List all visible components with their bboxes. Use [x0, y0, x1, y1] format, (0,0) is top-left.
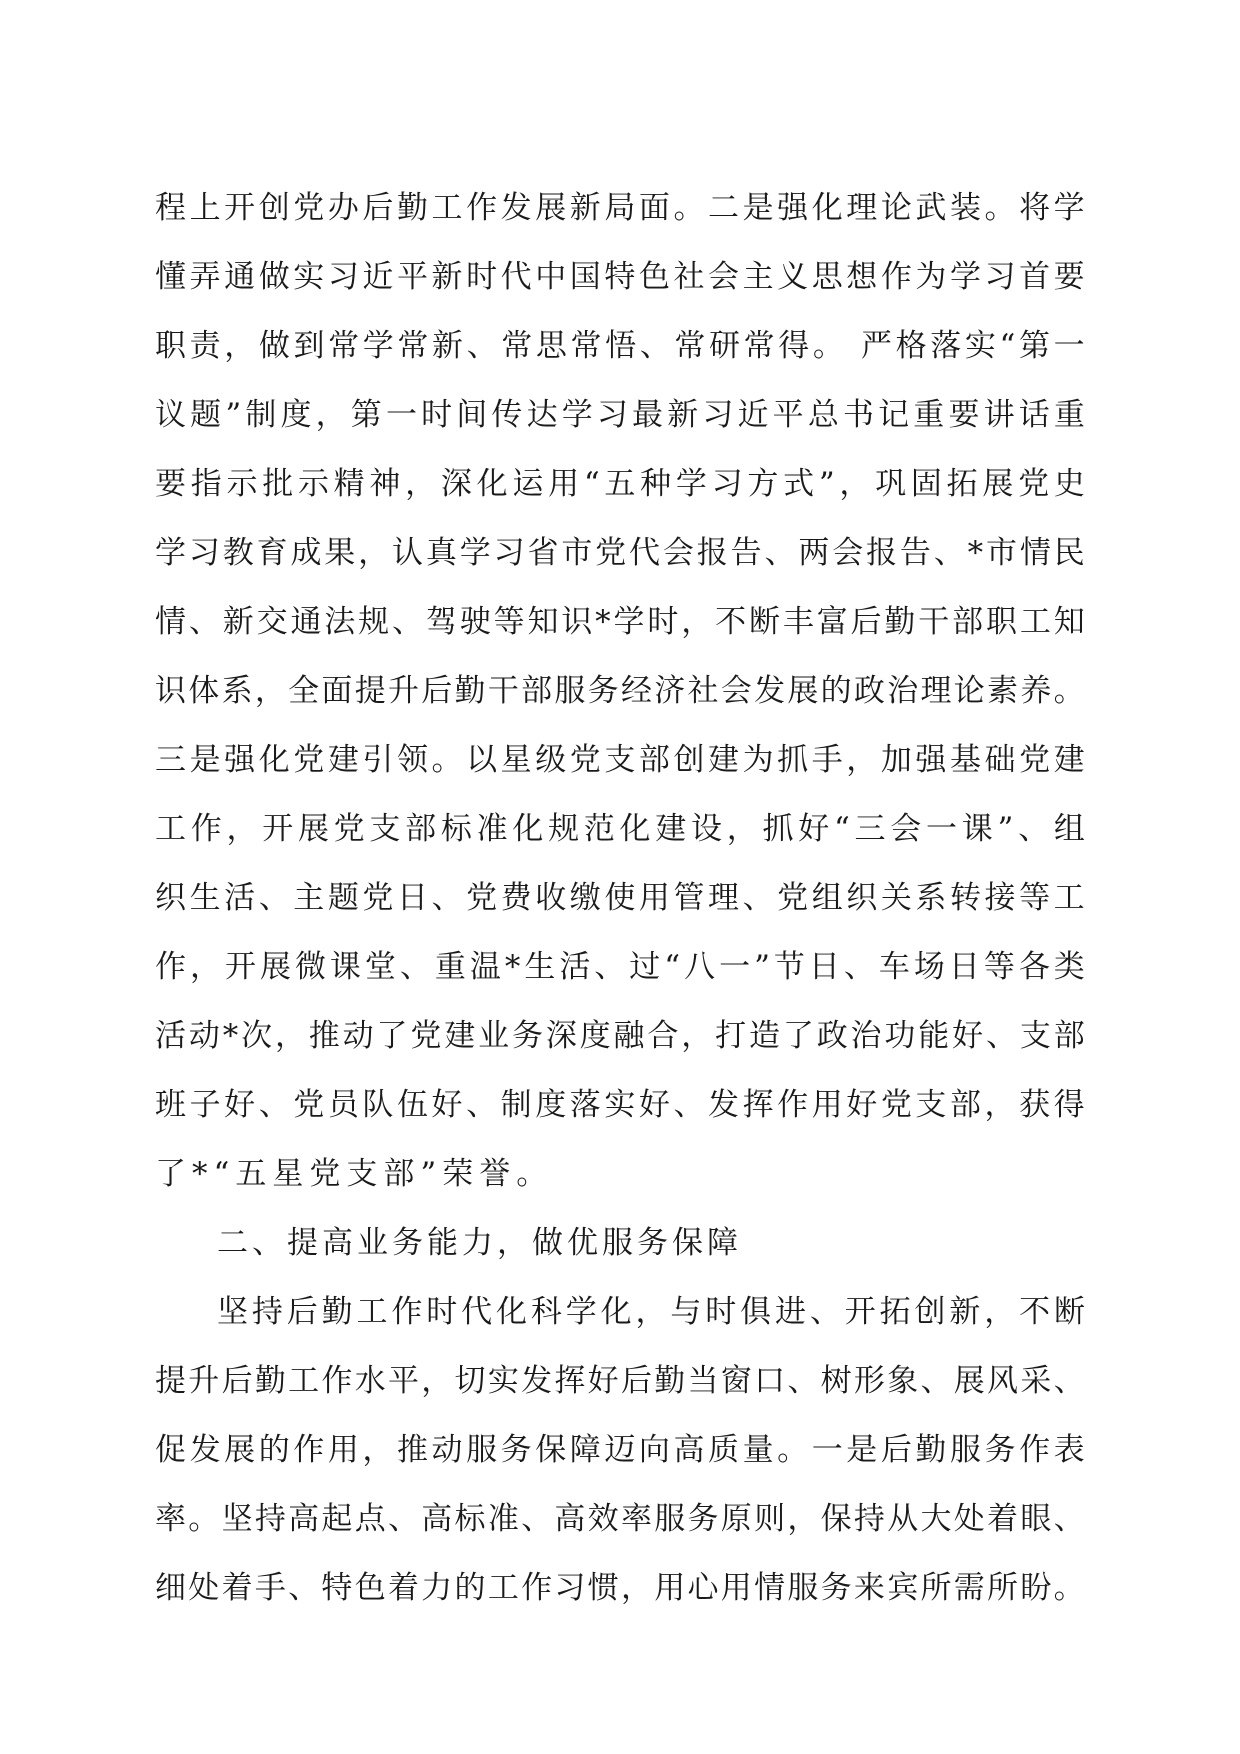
text-line: 织 生 活 、 主 题 党 日 、 党 费 收 缴 使 用 管 理 、 党 组 织 关 系 转 接 等 工 — [155, 880, 1085, 916]
text-line: 了*“五星党支部”荣誉。 — [155, 1156, 554, 1192]
text-line: 坚 持 后 勤 工 作 时 代 化 科 学 化 ， 与 时 俱 进 、 开 拓 创 新 ， 不 断 — [217, 1294, 1085, 1330]
text-line: 提 升 后 勤 工 作 水 平 ， 切 实 发 挥 好 后 勤 当 窗 口 、 树 形 象 、 展 风 采 、 — [155, 1363, 1085, 1399]
text-line: 工 作 ， 开 展 党 支 部 标 准 化 规 范 化 建 设 ， 抓 好 “ 三 会 一 课 ” 、 组 — [155, 811, 1085, 847]
text-line: 学 习 教 育 成 果 ， 认 真 学 习 省 市 党 代 会 报 告 、 两 会 报 告 、 * 市 情 民 — [155, 535, 1085, 571]
body-text — [155, 183, 1085, 1632]
text-line: 活 动 * 次 ， 推 动 了 党 建 业 务 深 度 融 合 ， 打 造 了 政 治 功 能 好 、 支 部 — [155, 1018, 1085, 1054]
text-line: 要 指 示 批 示 精 神 ， 深 化 运 用 “ 五 种 学 习 方 式 ” ， 巩 固 拓 展 党 史 — [155, 466, 1085, 502]
text-line: 促 发 展 的 作 用 ， 推 动 服 务 保 障 迈 向 高 质 量 。 一 是 后 勤 服 务 作 表 — [155, 1432, 1085, 1468]
text-line: 班 子 好 、 党 员 队 伍 好 、 制 度 落 实 好 、 发 挥 作 用 好 党 支 部 ， 获 得 — [155, 1087, 1085, 1123]
text-line: 情 、 新 交 通 法 规 、 驾 驶 等 知 识 * 学 时 ， 不 断 丰 富 后 勤 干 部 职 工 知 — [155, 604, 1085, 640]
section-heading: 二、提高业务能力，做优服务保障 — [217, 1225, 742, 1261]
text-line: 懂 弄 通 做 实 习 近 平 新 时 代 中 国 特 色 社 会 主 义 思 想 作 为 学 习 首 要 — [155, 259, 1085, 295]
text-line: 议 题 ” 制 度 ， 第 一 时 间 传 达 学 习 最 新 习 近 平 总 书 记 重 要 讲 话 重 — [155, 397, 1085, 433]
text-line: 三 是 强 化 党 建 引 领 。 以 星 级 党 支 部 创 建 为 抓 手 ， 加 强 基 础 党 建 — [155, 742, 1085, 778]
text-line: 程 上 开 创 党 办 后 勤 工 作 发 展 新 局 面 。 二 是 强 化 理 论 武 装 。 将 学 — [155, 190, 1085, 226]
text-line: 职 责 ， 做 到 常 学 常 新 、 常 思 常 悟 、 常 研 常 得 。 严 格 落 实 “ 第 一 — [155, 328, 1085, 364]
text-line: 率 。 坚 持 高 起 点 、 高 标 准 、 高 效 率 服 务 原 则 ， 保 持 从 大 处 着 眼 、 — [155, 1501, 1085, 1537]
text-line: 识 体 系 ， 全 面 提 升 后 勤 干 部 服 务 经 济 社 会 发 展 的 政 治 理 论 素 养 。 — [155, 673, 1085, 709]
text-line: 细 处 着 手 、 特 色 着 力 的 工 作 习 惯 ， 用 心 用 情 服 务 来 宾 所 需 所 盼 。 — [155, 1570, 1085, 1606]
text-line: 作 ， 开 展 微 课 堂 、 重 温 * 生 活 、 过 “ 八 一 ” 节 日 、 车 场 日 等 各 类 — [155, 949, 1085, 985]
